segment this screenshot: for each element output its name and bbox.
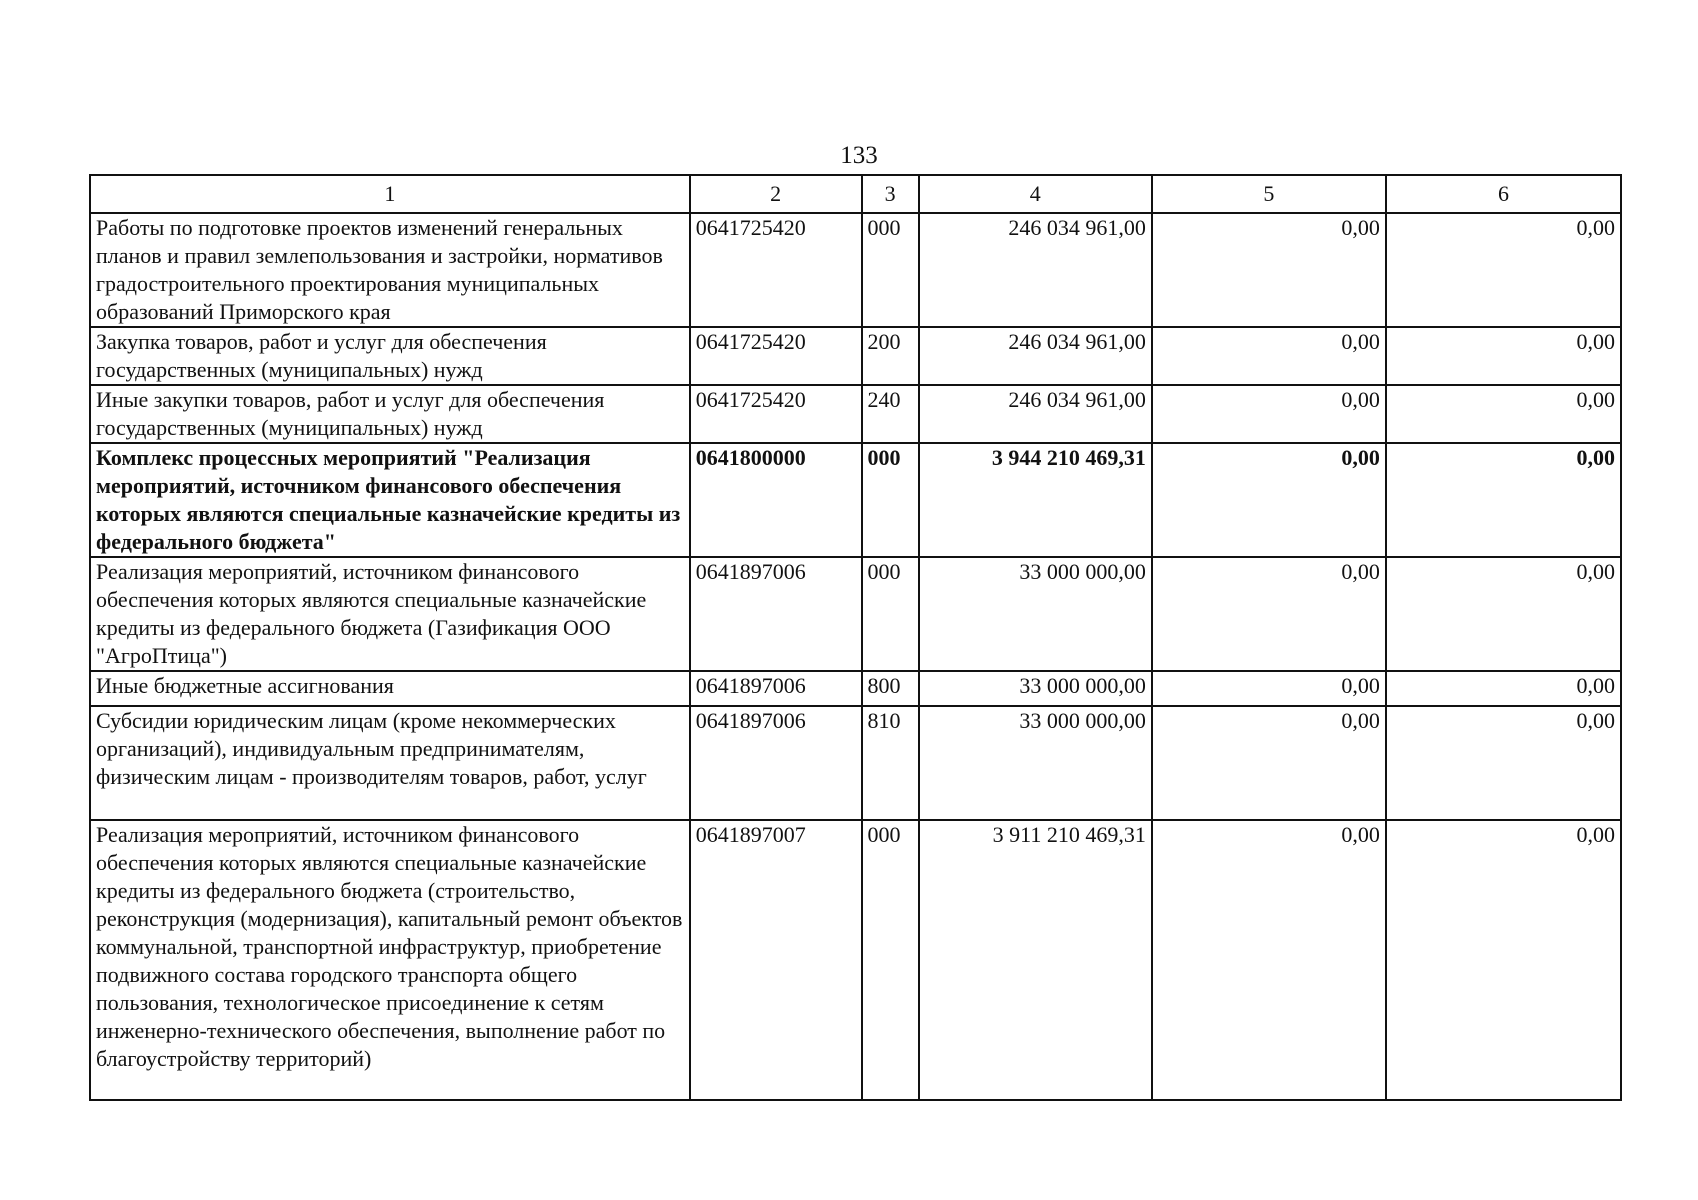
row-name: Закупка товаров, работ и услуг для обеспечения государственных (муниципальных) нужд bbox=[90, 327, 690, 385]
row-kind: 000 bbox=[862, 443, 919, 557]
table-row bbox=[90, 706, 1621, 820]
row-code: 0641725420 bbox=[690, 213, 862, 327]
row-code: 0641897007 bbox=[690, 820, 862, 1100]
budget-table bbox=[89, 174, 1622, 1101]
table-header-row bbox=[90, 175, 1621, 213]
row-col4-value: 33 000 000,00 bbox=[919, 706, 1152, 820]
row-col5-value: 0,00 bbox=[1152, 706, 1386, 820]
table-row bbox=[90, 671, 1621, 706]
row-col6-value: 0,00 bbox=[1386, 706, 1621, 820]
row-col4-value: 33 000 000,00 bbox=[919, 671, 1152, 706]
row-col5-value: 0,00 bbox=[1152, 443, 1386, 557]
column-header-6: 6 bbox=[1386, 175, 1621, 213]
row-kind: 240 bbox=[862, 385, 919, 443]
row-col5-value: 0,00 bbox=[1152, 213, 1386, 327]
row-code: 0641897006 bbox=[690, 557, 862, 671]
column-header-4: 4 bbox=[919, 175, 1152, 213]
row-kind: 000 bbox=[862, 213, 919, 327]
column-header-2: 2 bbox=[690, 175, 862, 213]
page-number: 133 bbox=[840, 142, 878, 169]
row-col4-value: 33 000 000,00 bbox=[919, 557, 1152, 671]
row-col5-value: 0,00 bbox=[1152, 327, 1386, 385]
table-row bbox=[90, 213, 1621, 327]
table-row bbox=[90, 820, 1621, 1100]
row-kind: 000 bbox=[862, 557, 919, 671]
row-col4-value: 246 034 961,00 bbox=[919, 213, 1152, 327]
row-name: Иные бюджетные ассигнования bbox=[90, 671, 690, 706]
row-col4-value: 246 034 961,00 bbox=[919, 385, 1152, 443]
row-col6-value: 0,00 bbox=[1386, 327, 1621, 385]
row-code: 0641800000 bbox=[690, 443, 862, 557]
row-name: Реализация мероприятий, источником финансового обеспечения которых являются специальные казначейские кредиты из федерального бюджета (Газификация ООО "АгроПтица") bbox=[90, 557, 690, 671]
row-kind: 200 bbox=[862, 327, 919, 385]
row-code: 0641897006 bbox=[690, 706, 862, 820]
table-row bbox=[90, 385, 1621, 443]
row-code: 0641725420 bbox=[690, 327, 862, 385]
row-col6-value: 0,00 bbox=[1386, 385, 1621, 443]
row-name: Реализация мероприятий, источником финансового обеспечения которых являются специальные казначейские кредиты из федерального бюджета (строительство, реконструкция (модернизация), капитальный ремонт объектов коммунальной, транспортной инфраструктур, приобретение подвижного состава городского транспорта общего пользования, технологическое присоединение к сетям инженерно-технического обеспечения, выполнение работ по благоустройству территорий) bbox=[90, 820, 690, 1100]
column-header-1: 1 bbox=[90, 175, 690, 213]
row-name: Работы по подготовке проектов изменений генеральных планов и правил землепользования и застройки, нормативов градостроительного проектирования муниципальных образований Приморского края bbox=[90, 213, 690, 327]
table-row bbox=[90, 443, 1621, 557]
column-header-3: 3 bbox=[862, 175, 919, 213]
row-col5-value: 0,00 bbox=[1152, 820, 1386, 1100]
row-kind: 810 bbox=[862, 706, 919, 820]
row-code: 0641897006 bbox=[690, 671, 862, 706]
table-row bbox=[90, 327, 1621, 385]
row-code: 0641725420 bbox=[690, 385, 862, 443]
row-col6-value: 0,00 bbox=[1386, 820, 1621, 1100]
row-col5-value: 0,00 bbox=[1152, 557, 1386, 671]
row-col6-value: 0,00 bbox=[1386, 443, 1621, 557]
column-header-5: 5 bbox=[1152, 175, 1386, 213]
table-row bbox=[90, 557, 1621, 671]
row-col5-value: 0,00 bbox=[1152, 671, 1386, 706]
row-col6-value: 0,00 bbox=[1386, 671, 1621, 706]
row-col4-value: 3 944 210 469,31 bbox=[919, 443, 1152, 557]
row-name: Субсидии юридическим лицам (кроме некоммерческих организаций), индивидуальным предпринимателям, физическим лицам - производителям товаров, работ, услуг bbox=[90, 706, 690, 820]
row-col5-value: 0,00 bbox=[1152, 385, 1386, 443]
row-col4-value: 3 911 210 469,31 bbox=[919, 820, 1152, 1100]
row-name: Комплекс процессных мероприятий "Реализация мероприятий, источником финансового обеспечения которых являются специальные казначейские кредиты из федерального бюджета" bbox=[90, 443, 690, 557]
row-kind: 000 bbox=[862, 820, 919, 1100]
row-col6-value: 0,00 bbox=[1386, 213, 1621, 327]
row-col4-value: 246 034 961,00 bbox=[919, 327, 1152, 385]
row-name: Иные закупки товаров, работ и услуг для обеспечения государственных (муниципальных) нужд bbox=[90, 385, 690, 443]
row-kind: 800 bbox=[862, 671, 919, 706]
row-col6-value: 0,00 bbox=[1386, 557, 1621, 671]
